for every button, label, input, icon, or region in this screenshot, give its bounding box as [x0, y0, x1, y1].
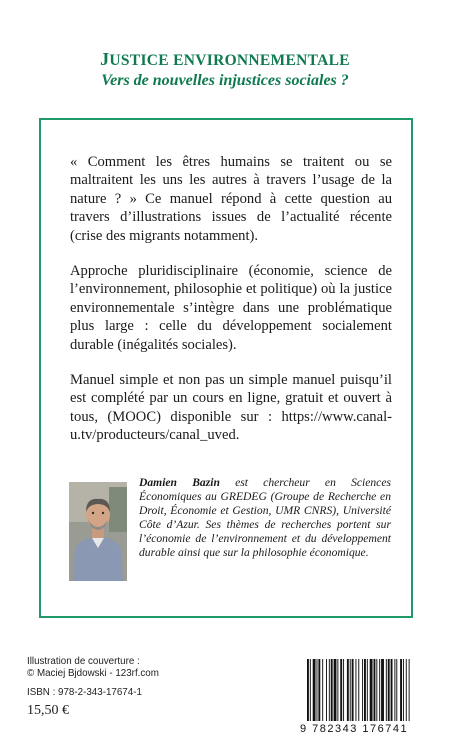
barcode-bar [364, 659, 366, 721]
barcode-bar [362, 659, 363, 721]
cover-header [0, 50, 450, 91]
barcode-bar [322, 659, 323, 721]
blurb-paragraph-1: « Comment les êtres humains se traitent ou se maltraitent les uns les autres à travers l’usage de la nature ? » Ce manuel répond à cette question au travers d’illustrations issues de l’actualité récente (crise des migrants notamment). [70, 154, 392, 244]
barcode-bar [331, 659, 333, 721]
barcode-bar [400, 659, 402, 721]
barcode-bar [313, 659, 316, 721]
barcode-bar [386, 659, 387, 721]
title-initial: J [100, 49, 110, 69]
barcode-bar [394, 659, 395, 721]
barcode-bar [396, 659, 397, 721]
blurb-paragraph-3: Manuel simple et non pas un simple manuel puisqu’il est complété par un cours en ligne, gratuit et ouvert à tous, (MOOC) disponible sur : https://www.canal-u.tv/producteurs/canal_uved. [70, 372, 392, 444]
barcode-number: 9 782343 176741 [300, 723, 409, 735]
barcode-bar [409, 659, 410, 721]
price: 15,50 € [27, 703, 69, 718]
credit-line-1: Illustration de couverture : [27, 656, 140, 667]
barcode-bar [347, 659, 349, 721]
book-title [0, 50, 450, 70]
barcode-bar [376, 659, 377, 721]
author-name: Damien Bazin [139, 476, 220, 489]
blurb-paragraph-2: Approche pluridisciplinaire (économie, science de l’environnement, philosophie et politique) où la justice environnementale s’intègre dans une problématique plus large : celle du développement socialement durable (inégalités sociales). [70, 263, 392, 353]
barcode-bar [350, 659, 351, 721]
barcode-bar [326, 659, 327, 721]
barcode-bar [317, 659, 318, 721]
barcode-bar [381, 659, 384, 721]
barcode-bar [379, 659, 380, 721]
isbn: ISBN : 978-2-343-17674-1 [27, 687, 142, 698]
barcode-bar [343, 659, 344, 721]
barcode-bar [406, 659, 407, 721]
barcode-bar [318, 659, 320, 721]
barcode-bar [388, 659, 390, 721]
barcode-bar [352, 659, 354, 721]
author-bio [139, 476, 391, 561]
barcode-bar [403, 659, 404, 721]
barcode-bar [310, 659, 311, 721]
barcode-bar [370, 659, 373, 721]
author-bio-text: est chercheur en Sciences Économiques au GREDEG (Groupe de Recherche en Droit, Économie et Gestion, UMR CNRS), Université Côte d’Azur. Ses thèmes de recherches portent sur l’économie de l’environnement et du développement durable ainsi que sur la philosophie économique. [139, 476, 391, 560]
barcode-bar [329, 659, 330, 721]
barcode-bar [334, 659, 337, 721]
credit-line-2: © Maciej Bjdowski - 123rf.com [27, 667, 159, 679]
barcode-bar [355, 659, 356, 721]
blurb-text [70, 153, 392, 462]
author-photo [69, 482, 127, 581]
cover-credit [27, 656, 159, 679]
barcode-bar [340, 659, 342, 721]
title-rest: USTICE ENVIRONNEMENTALE [109, 52, 350, 69]
barcode-bar [391, 659, 393, 721]
barcode-bar [307, 659, 309, 721]
barcode-bar [337, 659, 338, 721]
barcode-bar [367, 659, 368, 721]
barcode-bar [358, 659, 359, 721]
barcode-bar [374, 659, 376, 721]
book-subtitle: Vers de nouvelles injustices sociales ? [101, 72, 349, 89]
